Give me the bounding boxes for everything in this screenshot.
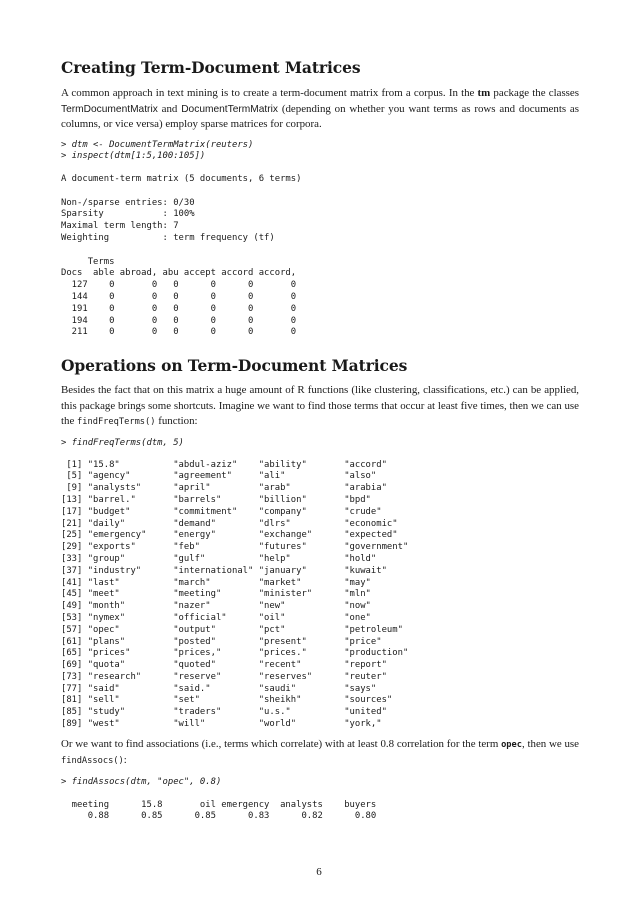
page-content (61, 58, 579, 823)
paragraph (61, 383, 579, 431)
code-output: [1] "15.8" "abdul-aziz" "ability" "accord" [5] "agency" "agreement" "ali" "also" [9] "analysts" "april" "arab" "arabia" [13] "barrel." "barrels" "billion" "bpd" [17] "budget" "commitment" "company" "crude" [21] "daily" "demand" "dlrs" "economic" [25] "emergency" "energy" "exchange" "expected" [29] "exports" "feb" "futures" "government" [33] "group" "gulf" "help" "hold" [37] "industry" "international" "january" "kuwait" [41] "last" "march" "market" "may" [45] "meet" "meeting" "minister" "mln" [49] "month" "nazer" "new" "now" [53] "nymex" "official" "oil" "one" [57] "opec" "output" "pct" "petroleum" [61] "plans" "posted" "present" "price" [65] "prices" "prices," "prices." "production" [69] "quota" "quoted" "recent" "report" [73] "research" "reserve" "reserves" "reuter" [77] "said" "said." "saudi" "says" [81] "sell" "set" "sheikh" "sources" [85] "study" "traders" "u.s." "united" [89] "west" "will" "world" "york," (61, 459, 409, 730)
class-name: DocumentTermMatrix (181, 103, 279, 115)
code-line: > dtm <- DocumentTermMatrix(reuters) (61, 139, 254, 150)
text-run: (depending on whether you want terms as rows and documents as columns, or vice versa) employ sparse matrices for corpora. (61, 102, 580, 130)
code-line: > inspect(dtm[1:5,100:105]) (61, 151, 206, 162)
paragraph (61, 86, 579, 133)
code-input (61, 140, 579, 164)
text-run: Or we want to find associations (i.e., terms which correlate) with at least 0.8 correlation for the term (61, 737, 502, 750)
page-number: 6 (316, 866, 322, 878)
term-name: opec (501, 739, 522, 750)
section-heading: Operations on Term-Document Matrices (61, 356, 408, 376)
text-run: function: (155, 415, 198, 428)
text-run: , then we use (521, 737, 579, 750)
text-run: A common approach in text mining is to create a term-document matrix from a corpus. In the (61, 87, 478, 99)
package-name: tm (477, 87, 491, 99)
code-output: meeting 15.8 oil emergency analysts buyers 0.88 0.85 0.85 0.83 0.82 0.80 (71, 799, 377, 822)
text-run: package the classes (490, 87, 579, 99)
code-output: A document-term matrix (5 documents, 6 terms) Non-/sparse entries: 0/30 Sparsity : 100% Maximal term length: 7 Weighting : term frequency (tf) Terms Docs able abroad, abu accept accord accord, 127 0 0 0 0 0 0 144 0 0 0 0 0 0 191 0 0 0 0 0 0 194 0 0 0 0 0 0 211 0 0 0 0 0 0 (61, 174, 302, 338)
section-heading: Creating Term-Document Matrices (61, 58, 361, 77)
function-name: findAssocs() (61, 756, 124, 767)
code-line: > findAssocs(dtm, "opec", 0.8) (61, 776, 222, 787)
class-name: TermDocumentMatrix (61, 103, 158, 115)
function-name: findFreqTerms() (77, 417, 156, 428)
paragraph (61, 737, 579, 770)
text-run: Besides the fact that on this matrix a huge amount of R functions (like clustering, classifications, etc.) can be applied, this package brings some shortcuts. Imagine we want to find those terms that occur at least five times, then we can use the (61, 384, 579, 428)
code-line: > findFreqTerms(dtm, 5) (61, 437, 184, 448)
text-run: : (123, 754, 127, 767)
text-run: and (157, 102, 182, 115)
